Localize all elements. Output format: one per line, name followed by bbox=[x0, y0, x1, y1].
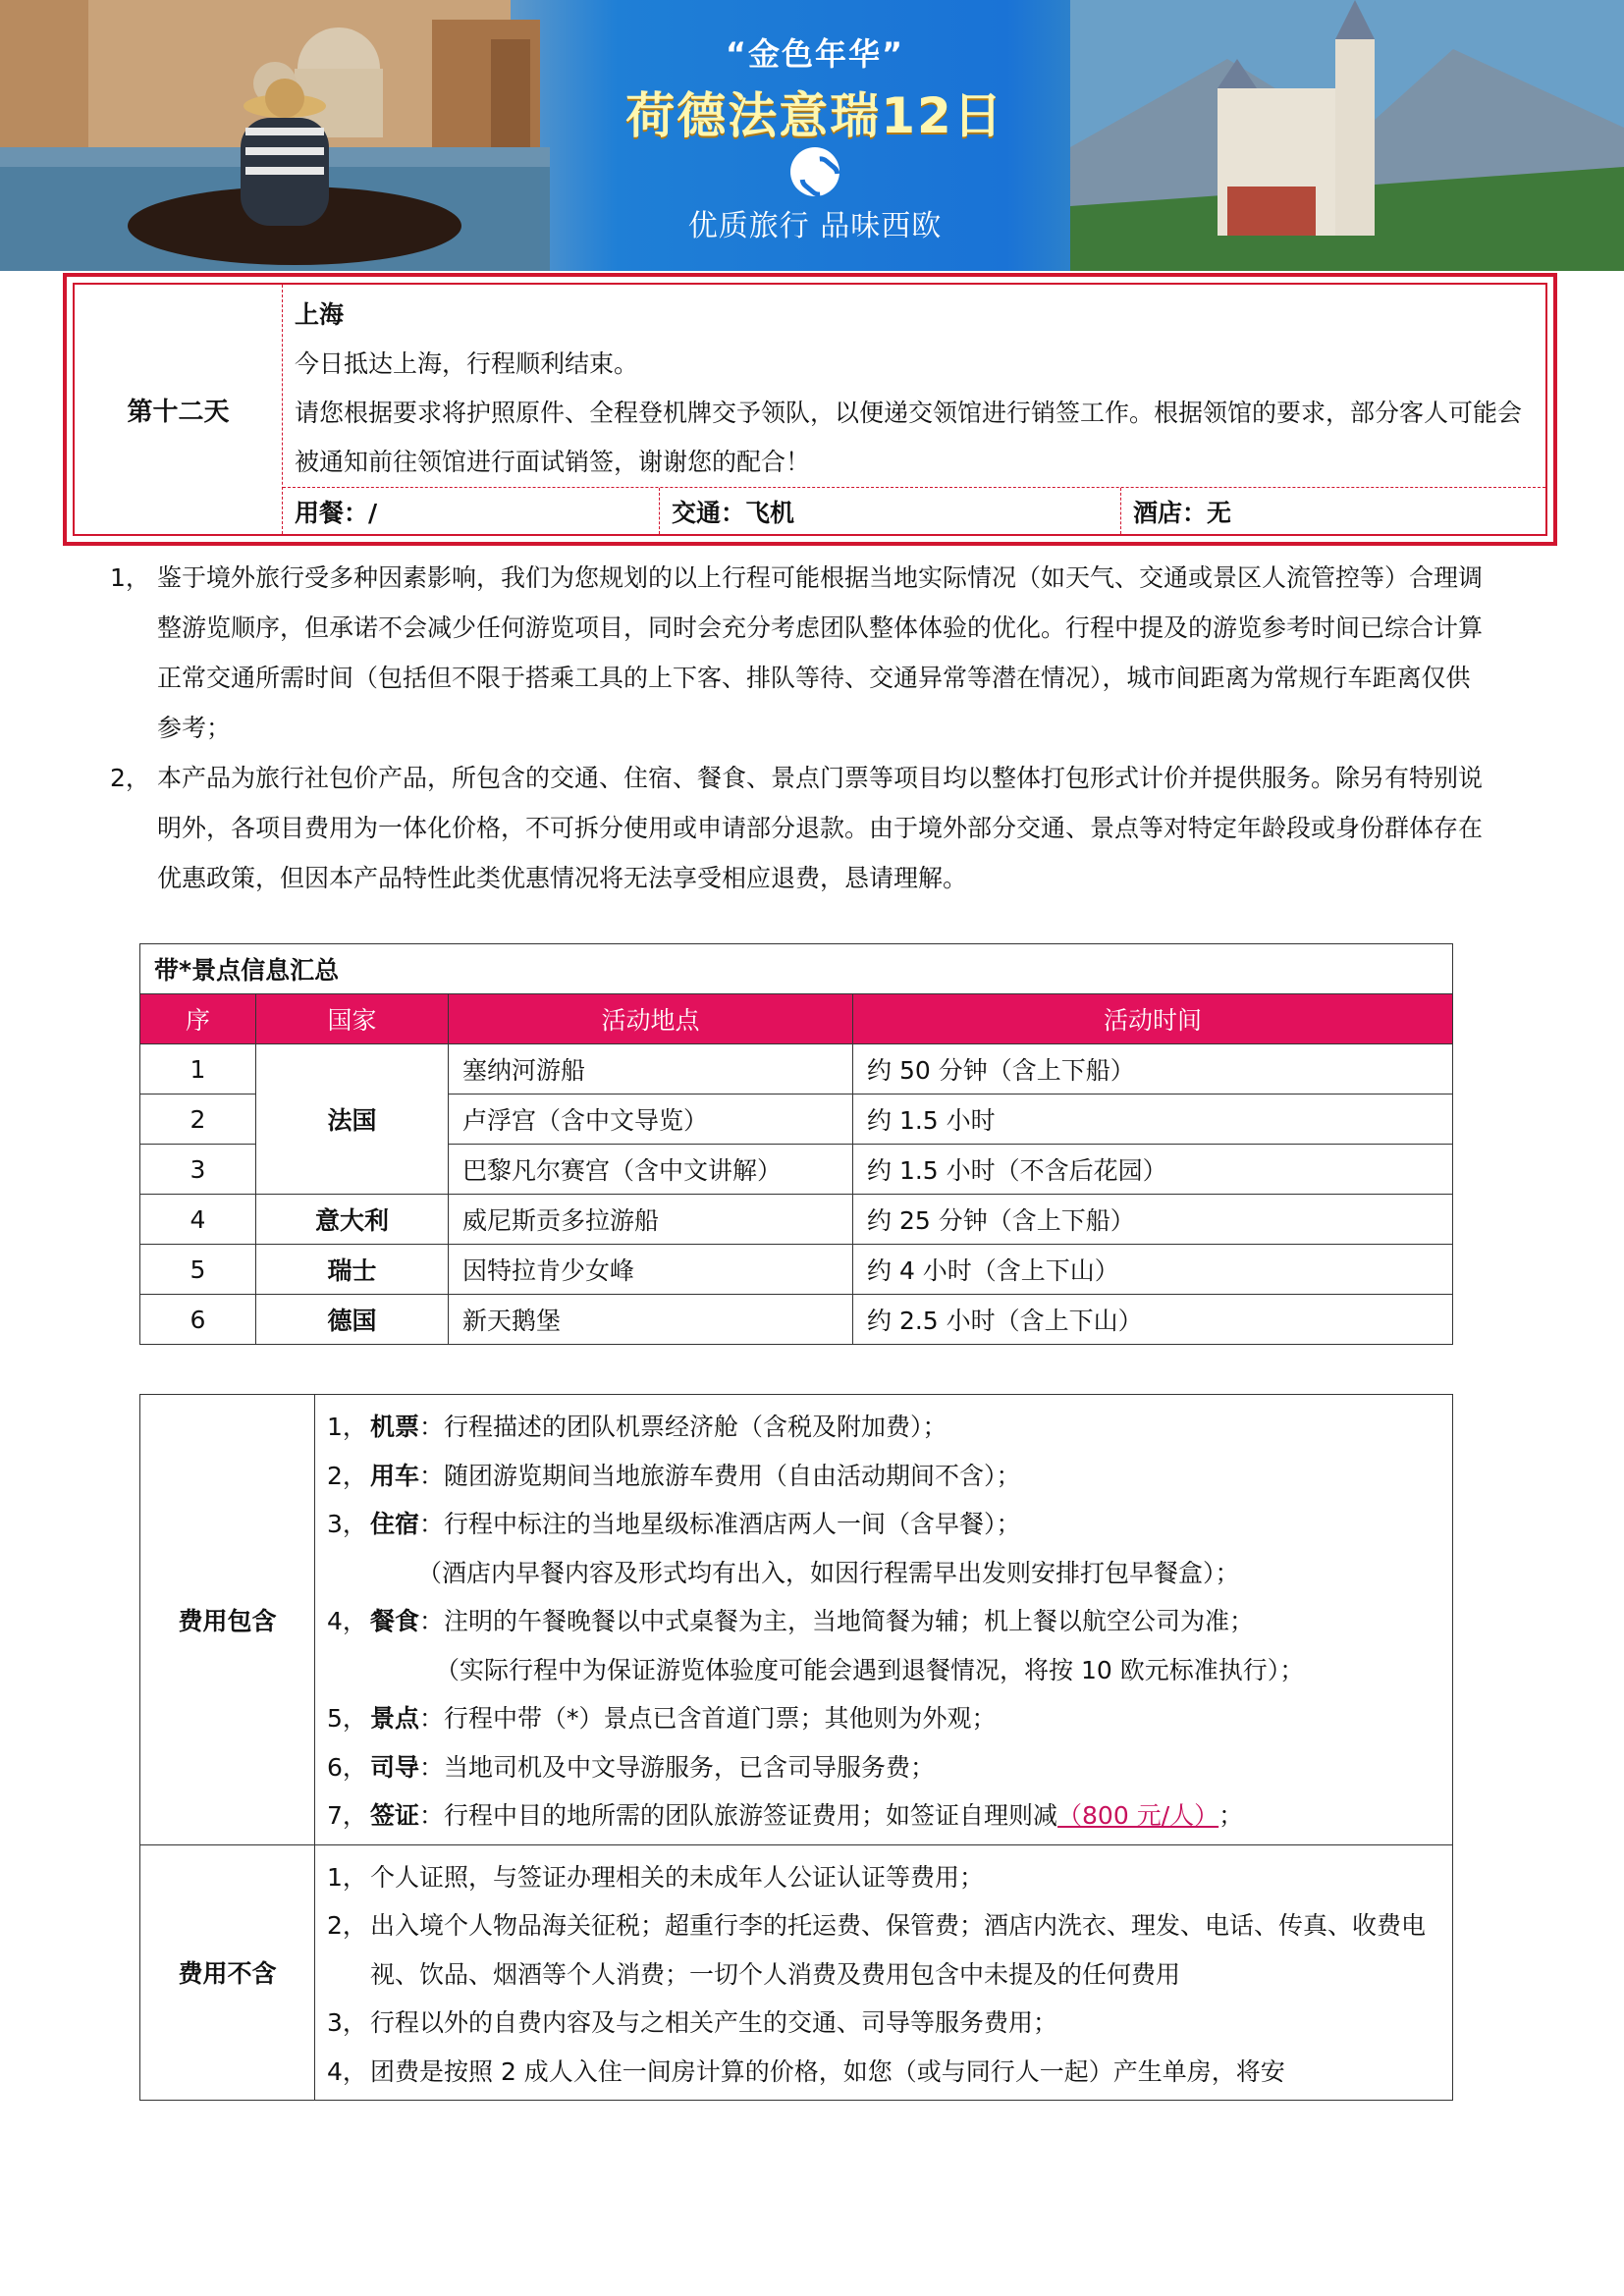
fee-item bbox=[327, 1452, 1442, 1501]
row-time: 约 1.5 小时（不含后花园） bbox=[853, 1145, 1453, 1195]
fee-excluded-row bbox=[140, 1844, 1453, 2101]
itinerary-notes bbox=[110, 553, 1484, 903]
fee-item-key: 签证 bbox=[370, 1801, 420, 1830]
fee-item-text: ：行程中带（*）景点已含首道门票；其他则为外观； bbox=[419, 1704, 997, 1733]
day-meal: 用餐：/ bbox=[283, 488, 660, 534]
table-row bbox=[140, 1295, 1453, 1345]
fee-excluded-label: 费用不含 bbox=[140, 1844, 315, 2101]
row-index: 4 bbox=[140, 1195, 256, 1245]
fee-item-text: ：行程中目的地所需的团队旅游签证费用；如签证自理则减 bbox=[419, 1801, 1058, 1830]
row-place: 巴黎凡尔赛宫（含中文讲解） bbox=[449, 1145, 853, 1195]
header-time: 活动时间 bbox=[853, 994, 1453, 1044]
attractions-caption: 带*景点信息汇总 bbox=[140, 944, 1453, 994]
banner-text-block bbox=[550, 0, 1080, 271]
row-country: 意大利 bbox=[256, 1195, 449, 1245]
row-country: 法国 bbox=[256, 1044, 449, 1195]
row-index: 2 bbox=[140, 1095, 256, 1145]
row-country: 瑞士 bbox=[256, 1245, 449, 1295]
fee-item-number: 2， bbox=[327, 1461, 367, 1490]
fee-item-text: 个人证照，与签证办理相关的未成年人公证认证等费用； bbox=[370, 1862, 985, 1892]
fee-item-number: 1， bbox=[327, 1862, 367, 1892]
fee-item-key: 机票 bbox=[370, 1413, 420, 1441]
fee-item-tail: ； bbox=[1218, 1801, 1244, 1830]
day-line-arrival: 今日抵达上海，行程顺利结束。 bbox=[295, 349, 639, 378]
day-content bbox=[283, 285, 1545, 534]
fee-item bbox=[327, 1901, 1442, 1999]
fee-item-text: ：注明的午餐晚餐以中式桌餐为主，当地简餐为辅；机上餐以航空公司为准； bbox=[419, 1607, 1255, 1635]
fee-meal-note: （实际行程中为保证游览体验度可能会遇到退餐情况，将按 10 欧元标准执行）； bbox=[435, 1655, 1305, 1684]
day-hotel: 酒店：无 bbox=[1133, 498, 1232, 527]
banner-slogan: “金色年华” bbox=[725, 35, 905, 73]
fee-item-text: 团费是按照 2 成人入住一间房计算的价格，如您（或与同行人一起）产生单房，将安 bbox=[370, 2056, 1285, 2086]
fee-item bbox=[327, 1597, 1442, 1646]
table-row bbox=[140, 1044, 1453, 1095]
fee-item-number: 7， bbox=[327, 1801, 367, 1830]
note-number: 1， bbox=[110, 563, 150, 592]
row-place: 威尼斯贡多拉游船 bbox=[449, 1195, 853, 1245]
fee-excluded-list bbox=[315, 1844, 1453, 2101]
header-country: 国家 bbox=[256, 994, 449, 1044]
table-row bbox=[140, 1245, 1453, 1295]
day-meta-row bbox=[283, 488, 1545, 534]
row-country: 德国 bbox=[256, 1295, 449, 1345]
note-text: 鉴于境外旅行受多种因素影响，我们为您规划的以上行程可能根据当地实际情况（如天气、交通或景区人流管控等）合理调整游览顺序，但承诺不会减少任何游览项目，同时会充分考虑团队整体体验的优化。行程中提及的游览参考时间已综合计算正常交通所需时间（包括但不限于搭乘工具的上下客、排队等待、交通异常等潜在情况），城市间距离为常规行车距离仅供参考； bbox=[157, 563, 1484, 742]
fee-item-key: 住宿 bbox=[370, 1510, 420, 1538]
row-index: 3 bbox=[140, 1145, 256, 1195]
header-banner bbox=[0, 0, 1624, 271]
row-place: 新天鹅堡 bbox=[449, 1295, 853, 1345]
fee-item-key: 司导 bbox=[370, 1752, 420, 1782]
day-label: 第十二天 bbox=[75, 285, 283, 534]
fee-included-label: 费用包含 bbox=[140, 1395, 315, 1845]
row-time: 约 50 分钟（含上下船） bbox=[853, 1044, 1453, 1095]
fee-item-text: ：当地司机及中文导游服务，已含司导服务费； bbox=[419, 1752, 936, 1782]
day-description bbox=[283, 285, 1545, 488]
row-index: 6 bbox=[140, 1295, 256, 1345]
row-time: 约 4 小时（含上下山） bbox=[853, 1245, 1453, 1295]
day-itinerary-inner bbox=[73, 283, 1547, 536]
table-row bbox=[140, 1195, 1453, 1245]
fee-item bbox=[327, 2048, 1442, 2097]
fee-item-number: 3， bbox=[327, 2008, 367, 2037]
fee-item-number: 2， bbox=[327, 1911, 367, 1940]
fee-item-key: 景点 bbox=[370, 1704, 420, 1733]
fee-item-text: 行程以外的自费内容及与之相关产生的交通、司导等服务费用； bbox=[370, 2008, 1058, 2037]
banner-subtitle: 优质旅行 品味西欧 bbox=[687, 209, 943, 243]
row-index: 1 bbox=[140, 1044, 256, 1095]
fee-included-row bbox=[140, 1395, 1453, 1845]
fee-item bbox=[327, 1403, 1442, 1452]
day-line-visa-return: 请您根据要求将护照原件、全程登机牌交予领队，以便递交领馆进行销签工作。根据领馆的要求，部分客人可能会被通知前往领馆进行面试销签，谢谢您的配合！ bbox=[295, 399, 1523, 476]
fee-item bbox=[327, 1500, 1442, 1549]
visa-deduction-highlight: （800 元/人） bbox=[1057, 1801, 1219, 1830]
fee-item-number: 4， bbox=[327, 2056, 367, 2086]
fee-table bbox=[139, 1394, 1453, 2101]
row-place: 因特拉肯少女峰 bbox=[449, 1245, 853, 1295]
day-city: 上海 bbox=[295, 300, 345, 329]
fee-item bbox=[327, 1999, 1442, 2048]
note-item bbox=[110, 753, 1484, 903]
row-place: 塞纳河游船 bbox=[449, 1044, 853, 1095]
travel-agency-logo-icon bbox=[790, 147, 839, 196]
fee-item bbox=[327, 1743, 1442, 1792]
fee-item bbox=[327, 1694, 1442, 1743]
row-time: 约 2.5 小时（含上下山） bbox=[853, 1295, 1453, 1345]
fee-item bbox=[327, 1791, 1442, 1841]
row-place: 卢浮宫（含中文导览） bbox=[449, 1095, 853, 1145]
fee-item-key: 用车 bbox=[370, 1461, 420, 1490]
attractions-header-row bbox=[140, 994, 1453, 1044]
day-traffic: 交通：飞机 bbox=[660, 488, 1121, 534]
row-time: 约 25 分钟（含上下船） bbox=[853, 1195, 1453, 1245]
attractions-table bbox=[139, 943, 1453, 1345]
fee-item-text: ：随团游览期间当地旅游车费用（自由活动期间不含）； bbox=[419, 1461, 1021, 1490]
fee-item-text: 出入境个人物品海关征税；超重行李的托运费、保管费；酒店内洗衣、理发、电话、传真、收费电视、饮品、烟酒等个人消费；一切个人消费及费用包含中未提及的任何费用 bbox=[370, 1911, 1427, 1989]
row-time: 约 1.5 小时 bbox=[853, 1095, 1453, 1145]
header-place: 活动地点 bbox=[449, 994, 853, 1044]
fee-item-number: 6， bbox=[327, 1752, 367, 1782]
fee-item-text: ：行程描述的团队机票经济舱（含税及附加费）； bbox=[419, 1413, 947, 1441]
fee-item-number: 1， bbox=[327, 1413, 367, 1441]
note-number: 2， bbox=[110, 764, 150, 792]
header-index: 序 bbox=[140, 994, 256, 1044]
fee-item-number: 3， bbox=[327, 1510, 367, 1538]
fee-hotel-note: （酒店内早餐内容及形式均有出入，如因行程需早出发则安排打包早餐盒）； bbox=[417, 1558, 1240, 1587]
fee-item-key: 餐食 bbox=[370, 1607, 420, 1635]
fee-item bbox=[327, 1853, 1442, 1902]
attractions-caption-row bbox=[140, 944, 1453, 994]
fee-included-list bbox=[315, 1395, 1453, 1845]
banner-title: 荷德法意瑞12日 bbox=[625, 87, 1004, 144]
day-itinerary-box bbox=[63, 273, 1557, 546]
row-index: 5 bbox=[140, 1245, 256, 1295]
fee-item-number: 5， bbox=[327, 1704, 367, 1733]
note-text: 本产品为旅行社包价产品，所包含的交通、住宿、餐食、景点门票等项目均以整体打包形式计价并提供服务。除另有特别说明外，各项目费用为一体化价格，不可拆分使用或申请部分退款。由于境外部分交通、景点等对特定年龄段或身份群体存在优惠政策，但因本产品特性此类优惠情况将无法享受相应退费，恳请理解。 bbox=[157, 764, 1484, 892]
fee-item-number: 4， bbox=[327, 1607, 367, 1635]
note-item bbox=[110, 553, 1484, 753]
fee-item-text: ：行程中标注的当地星级标准酒店两人一间（含早餐）； bbox=[419, 1510, 1021, 1538]
